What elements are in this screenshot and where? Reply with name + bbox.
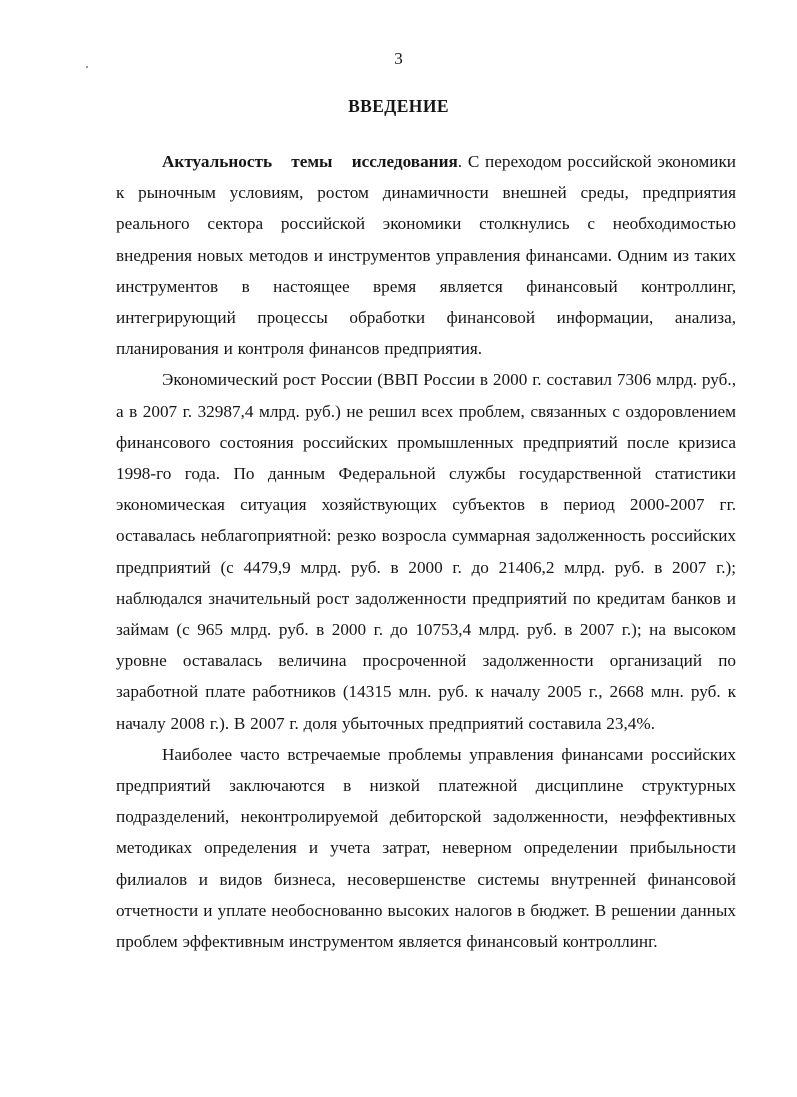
relevance-paragraph-text: . С переходом российской экономики к рыночным условиям, ростом динамичности внешней среды, предприятия реального сектора российской экономики столкнулись с необходимостью внедрения новых методов и инструментов управления финансами. Одним из таких инструментов в настоящее время является финансовый контроллинг, интегрирующий процессы обработки финансовой информации, анализа, планирования и контроля финансов предприятия. bbox=[116, 152, 736, 359]
page-number: 3 bbox=[394, 49, 403, 68]
body-text bbox=[116, 146, 736, 957]
paragraph-economic-growth: Экономический рост России (ВВП России в 2000 г. составил 7306 млрд. руб., а в 2007 г. 32987,4 млрд. руб.) не решил всех проблем, связанных с оздоровлением финансового состояния российских промышленных предприятий после кризиса 1998-го года. По данным Федеральной службы государственной статистики экономическая ситуация хозяйствующих субъектов в период 2000-2007 гг. оставалась неблагоприятной: резко возросла суммарная задолженность российских предприятий (с 4479,9 млрд. руб. в 2000 г. до 21406,2 млрд. руб. в 2007 г.); наблюдался значительный рост задолженности предприятий по кредитам банков и займам (с 965 млрд. руб. в 2000 г. до 10753,4 млрд. руб. в 2007 г.); на высоком уровне оставалась величина просроченной задолженности организаций по заработной плате работников (14315 млн. руб. к началу 2005 г., 2668 млн. руб. к началу 2008 г.). В 2007 г. доля убыточных предприятий составила 23,4%. bbox=[116, 370, 736, 733]
relevance-lead-phrase: Актуальность темы исследования bbox=[162, 152, 458, 171]
paragraph-finance-problems: Наиболее часто встречаемые проблемы управления финансами российских предприятий заключаются в низкой платежной дисциплине структурных подразделений, неконтролируемой дебиторской задолженности, неэффективных методиках определения и учета затрат, неверном определении прибыльности филиалов и видов бизнеса, несовершенстве системы внутренней финансовой отчетности и уплате необоснованно высоких налогов в бюджет. В решении данных проблем эффективным инструментом является финансовый контроллинг. bbox=[116, 744, 736, 952]
section-heading: ВВЕДЕНИЕ bbox=[348, 96, 449, 116]
paragraph-relevance bbox=[116, 146, 736, 364]
